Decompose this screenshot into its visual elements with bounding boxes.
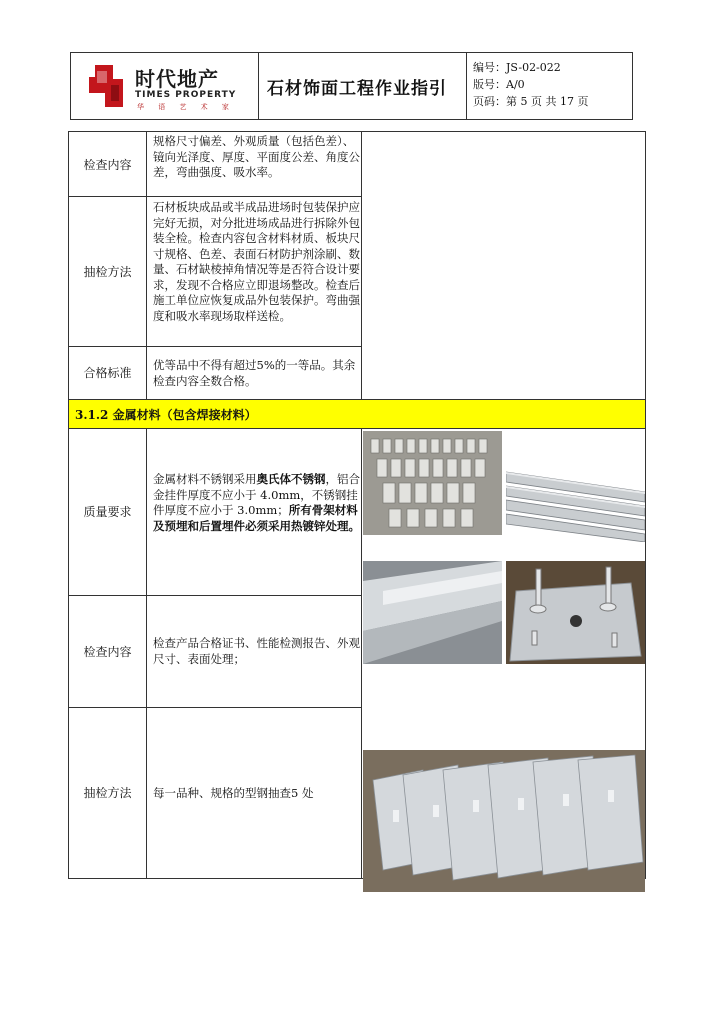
row-label-quality-requirement: 质量要求 xyxy=(83,505,132,519)
row-text-metal-check-content: 检查产品合格证书、性能检测报告、外观尺寸、表面处理； xyxy=(153,636,360,666)
row-text-check-content: 规格尺寸偏差、外观质量（包括色差）、镜向光泽度、厚度、平面度公差、角度公差，弯曲强度、吸水率。 xyxy=(153,134,360,179)
photo-channel-steel xyxy=(363,561,502,664)
document-meta xyxy=(467,53,632,119)
logo-subtitle: 华 语 艺 术 家 xyxy=(137,103,235,111)
logo-english-name: TIMES PROPERTY xyxy=(135,90,237,100)
row-label-acceptance-standard: 合格标准 xyxy=(83,366,132,380)
row-text-sampling-method: 石材板块成品或半成品进场时包装保护应完好无损，对分批进场成品进行拆除外包装全检。检查内容包含材料材质、板块尺寸规格、色差、表面石材防护剂涂刷、数量、石材缺棱掉角情况等是否符合设计要求，发现不合格应立即退场整改。检查后施工单位应恢复成品外包装保护。弯曲强度和吸水率现场取样送检。 xyxy=(153,200,360,323)
document-title: 石材饰面工程作业指引 xyxy=(259,53,467,119)
document-code: 编号：JS-02-022 xyxy=(473,61,561,74)
logo-chinese-name: 时代地产 xyxy=(135,67,219,91)
section-heading-metal-materials: 3.1.2 金属材料（包含焊接材料） xyxy=(69,400,645,428)
row-label-check-content: 检查内容 xyxy=(83,157,132,172)
photo-angle-steel xyxy=(506,462,645,542)
row-text-metal-sampling-method: 每一品种、规格的型钢抽查5 处 xyxy=(153,786,314,800)
photo-embedded-plate xyxy=(506,561,645,664)
photo-stainless-brackets xyxy=(363,431,502,535)
inspection-table xyxy=(68,131,646,879)
row-label-sampling-method: 抽检方法 xyxy=(83,264,132,279)
document-version: 版号：A/0 xyxy=(473,78,525,91)
row-label-metal-check-content: 检查内容 xyxy=(83,644,132,659)
document-header xyxy=(70,52,633,120)
row-text-acceptance-standard: 优等品中不得有超过5%的一等品。其余检查内容全数合格。 xyxy=(153,358,356,388)
logo-mark-icon xyxy=(85,61,127,111)
row-label-metal-sampling-method: 抽检方法 xyxy=(83,786,132,800)
page-number: 页码：第 5 页 共 17 页 xyxy=(473,95,589,108)
company-logo xyxy=(71,53,259,119)
photo-steel-plates-stack xyxy=(363,750,645,892)
row-text-quality-requirement: 金属材料不锈钢采用奥氏体不锈钢，铝合金挂件厚度不应小于 4.0mm，不锈钢挂件厚度不应小于 3.0mm；所有骨架材料及预埋和后置埋件必须采用热镀锌处理。 xyxy=(153,472,360,533)
